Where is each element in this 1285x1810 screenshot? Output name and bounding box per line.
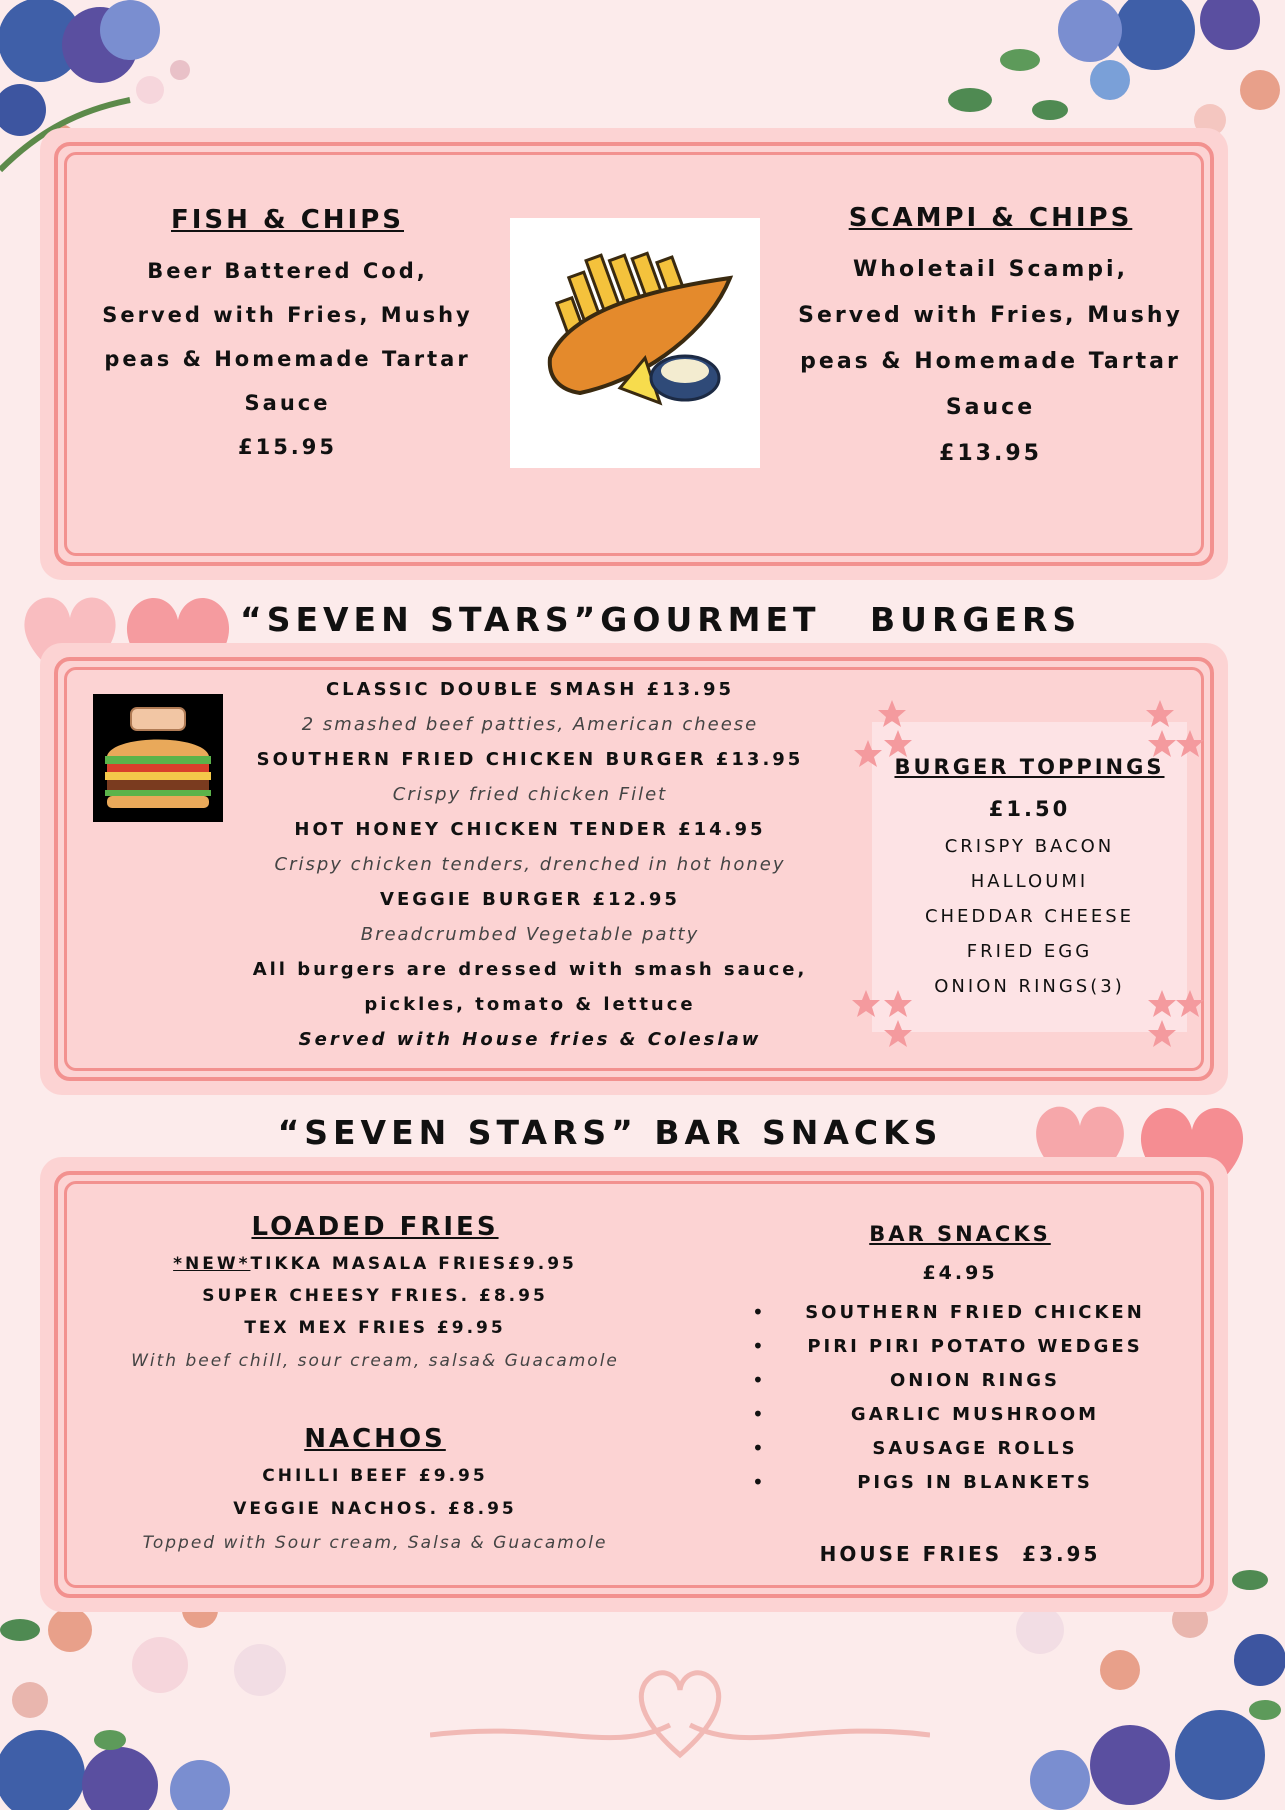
- bar-snack-item: SAUSAGE ROLLS: [872, 1438, 1078, 1459]
- burger-item-name: HOT HONEY CHICKEN TENDER £14.95: [294, 819, 766, 840]
- bullet-icon: •: [752, 1436, 764, 1460]
- scampi-chips-title: SCAMPI & CHIPS: [848, 203, 1133, 233]
- bar-snacks-section: [760, 1222, 1160, 1288]
- nachos-desc: Topped with Sour cream, Salsa & Guacamole: [142, 1533, 608, 1553]
- new-tag: *NEW*: [173, 1254, 251, 1274]
- topping-item: HALLOUMI: [970, 871, 1089, 892]
- house-fries-price: HOUSE FRIES £3.95: [819, 1542, 1101, 1566]
- fish-chips-desc-line4: Sauce: [244, 391, 331, 415]
- scampi-chips-section: [778, 203, 1203, 477]
- bar-snack-item: SOUTHERN FRIED CHICKEN: [805, 1302, 1145, 1323]
- bullet-icon: •: [752, 1368, 764, 1392]
- topping-item: FRIED EGG: [966, 941, 1093, 962]
- bar-snack-item: GARLIC MUSHROOM: [850, 1404, 1100, 1425]
- nachos-item: CHILLI BEEF £9.95: [262, 1466, 488, 1486]
- toppings-section: [872, 755, 1187, 1004]
- scampi-chips-desc-line1: Wholetail Scampi,: [853, 257, 1128, 282]
- burgers-heading: “SEVEN STARS”GOURMET BURGERS: [240, 600, 1082, 639]
- heart-ribbon-decoration: [430, 1665, 930, 1765]
- loaded-fries-new-item: [95, 1248, 655, 1280]
- new-item-label: TIKKA MASALA FRIES£9.95: [250, 1254, 577, 1274]
- topping-item: CHEDDAR CHEESE: [924, 906, 1135, 927]
- nachos-section: [95, 1424, 655, 1560]
- fish-chips-desc-line3: peas & Homemade Tartar: [104, 347, 471, 371]
- bullet-icon: •: [752, 1300, 764, 1324]
- burger-icon: [93, 694, 223, 822]
- burger-item-desc: Crispy chicken tenders, drenched in hot honey: [274, 854, 786, 875]
- loaded-fries-section: [95, 1212, 655, 1378]
- fish-chips-title: FISH & CHIPS: [171, 205, 404, 235]
- loaded-fries-item: SUPER CHEESY FRIES. £8.95: [202, 1286, 548, 1306]
- scampi-chips-desc-line3: peas & Homemade Tartar: [800, 349, 1181, 374]
- fish-chips-section: [80, 205, 495, 469]
- burger-dressing-note: All burgers are dressed with smash sauce,: [252, 959, 808, 980]
- burger-item-desc: Crispy fried chicken Filet: [392, 784, 668, 805]
- loaded-fries-title: LOADED FRIES: [251, 1212, 499, 1242]
- nachos-title: NACHOS: [304, 1424, 446, 1454]
- scampi-chips-price: £13.95: [939, 441, 1042, 466]
- burger-item-name: SOUTHERN FRIED CHICKEN BURGER £13.95: [256, 749, 804, 770]
- snacks-heading: “SEVEN STARS” BAR SNACKS: [277, 1113, 943, 1152]
- fish-and-chips-icon: [510, 218, 760, 468]
- burger-item-desc: 2 smashed beef patties, American cheese: [301, 714, 759, 735]
- bullet-icon: •: [752, 1402, 764, 1426]
- bar-snacks-price: £4.95: [922, 1262, 998, 1284]
- scampi-chips-desc-line2: Served with Fries, Mushy: [798, 303, 1183, 328]
- bar-snack-item: ONION RINGS: [889, 1370, 1061, 1391]
- bullet-icon: •: [752, 1334, 764, 1358]
- fish-chips-desc-line1: Beer Battered Cod,: [147, 259, 428, 283]
- topping-item: CRISPY BACON: [944, 836, 1115, 857]
- bar-snack-item: PIGS IN BLANKETS: [857, 1472, 1093, 1493]
- loaded-fries-item: TEX MEX FRIES £9.95: [244, 1318, 506, 1338]
- toppings-title: BURGER TOPPINGS: [894, 755, 1165, 779]
- burger-item-name: CLASSIC DOUBLE SMASH £13.95: [325, 679, 735, 700]
- bar-snacks-title: BAR SNACKS: [869, 1222, 1051, 1246]
- nachos-item: VEGGIE NACHOS. £8.95: [233, 1499, 517, 1519]
- fish-chips-image: [510, 218, 760, 468]
- burger-served-note: Served with House fries & Coleslaw: [298, 1029, 762, 1050]
- burger-image: [93, 694, 223, 822]
- bar-snack-item: PIRI PIRI POTATO WEDGES: [807, 1336, 1143, 1357]
- bullet-icon: •: [752, 1470, 764, 1494]
- scampi-chips-desc-line4: Sauce: [945, 395, 1036, 420]
- burger-list: [240, 672, 820, 1057]
- topping-item: ONION RINGS(3): [934, 976, 1125, 997]
- fish-chips-price: £15.95: [237, 435, 338, 459]
- toppings-price: £1.50: [988, 797, 1071, 821]
- burger-item-name: VEGGIE BURGER £12.95: [380, 889, 680, 910]
- loaded-fries-desc: With beef chill, sour cream, salsa& Guacamole: [131, 1351, 619, 1371]
- fish-chips-desc-line2: Served with Fries, Mushy: [102, 303, 473, 327]
- burger-dressing-note: pickles, tomato & lettuce: [364, 994, 696, 1015]
- burger-item-desc: Breadcrumbed Vegetable patty: [360, 924, 700, 945]
